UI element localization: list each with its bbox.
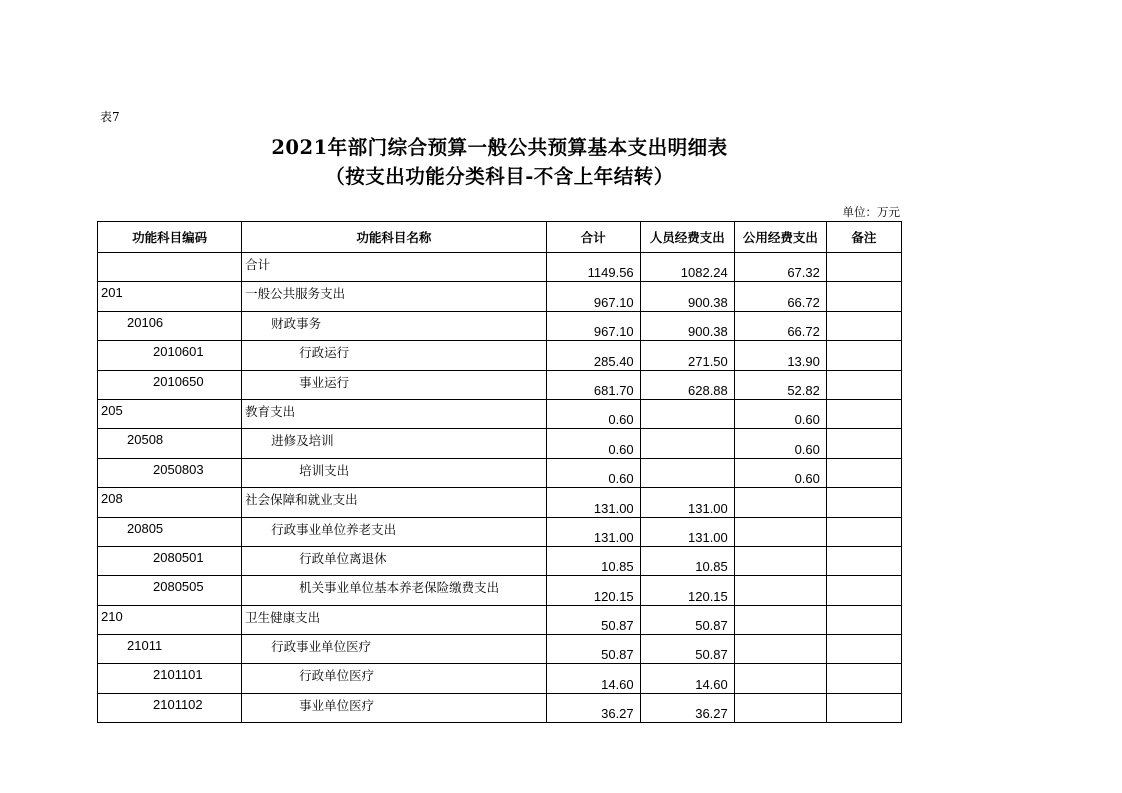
total-cell: 131.00 <box>546 517 640 546</box>
total-cell: 50.87 <box>546 635 640 664</box>
remark-cell <box>826 635 901 664</box>
remark-cell <box>826 311 901 340</box>
personnel-cell: 50.87 <box>640 605 734 634</box>
code-cell: 2010601 <box>98 341 242 370</box>
remark-cell <box>826 458 901 487</box>
table-row <box>98 429 902 458</box>
name-cell: 教育支出 <box>242 399 546 428</box>
document-subtitle: （按支出功能分类科目-不含上年结转） <box>325 165 674 188</box>
total-cell: 36.27 <box>546 693 640 722</box>
name-cell: 培训支出 <box>242 458 546 487</box>
header-personnel: 人员经费支出 <box>640 222 734 253</box>
table-row <box>98 546 902 575</box>
document-title: 2021年部门综合预算一般公共预算基本支出明细表 <box>271 136 728 159</box>
header-row <box>98 222 902 253</box>
expenditure-table <box>97 221 902 723</box>
total-cell: 285.40 <box>546 341 640 370</box>
total-cell: 967.10 <box>546 282 640 311</box>
personnel-cell: 131.00 <box>640 488 734 517</box>
remark-cell <box>826 488 901 517</box>
code-cell: 2050803 <box>98 458 242 487</box>
name-cell: 事业运行 <box>242 370 546 399</box>
total-cell: 120.15 <box>546 576 640 605</box>
header-public: 公用经费支出 <box>734 222 826 253</box>
name-cell: 合计 <box>242 253 546 282</box>
personnel-cell: 900.38 <box>640 311 734 340</box>
header-remark: 备注 <box>826 222 901 253</box>
code-cell: 21011 <box>98 635 242 664</box>
total-cell: 967.10 <box>546 311 640 340</box>
table-number: 表7 <box>100 110 120 124</box>
public-cell <box>734 546 826 575</box>
code-cell: 20106 <box>98 311 242 340</box>
remark-cell <box>826 546 901 575</box>
personnel-cell: 131.00 <box>640 517 734 546</box>
public-cell <box>734 693 826 722</box>
name-cell: 行政事业单位医疗 <box>242 635 546 664</box>
personnel-cell: 36.27 <box>640 693 734 722</box>
public-cell <box>734 605 826 634</box>
code-cell: 2010650 <box>98 370 242 399</box>
table-row <box>98 605 902 634</box>
public-cell: 52.82 <box>734 370 826 399</box>
remark-cell <box>826 253 901 282</box>
remark-cell <box>826 517 901 546</box>
personnel-cell <box>640 458 734 487</box>
remark-cell <box>826 370 901 399</box>
name-cell: 社会保障和就业支出 <box>242 488 546 517</box>
public-cell: 66.72 <box>734 282 826 311</box>
total-cell: 14.60 <box>546 664 640 693</box>
public-cell: 0.60 <box>734 399 826 428</box>
code-cell: 2101102 <box>98 693 242 722</box>
code-cell: 205 <box>98 399 242 428</box>
total-cell: 681.70 <box>546 370 640 399</box>
header-code: 功能科目编码 <box>98 222 242 253</box>
code-cell: 2080501 <box>98 546 242 575</box>
personnel-cell: 50.87 <box>640 635 734 664</box>
table-row <box>98 458 902 487</box>
public-cell: 67.32 <box>734 253 826 282</box>
name-cell: 一般公共服务支出 <box>242 282 546 311</box>
code-cell: 2101101 <box>98 664 242 693</box>
remark-cell <box>826 605 901 634</box>
remark-cell <box>826 576 901 605</box>
table-row <box>98 370 902 399</box>
table-body <box>98 253 902 723</box>
public-cell <box>734 576 826 605</box>
table-row <box>98 488 902 517</box>
name-cell: 财政事务 <box>242 311 546 340</box>
remark-cell <box>826 399 901 428</box>
remark-cell <box>826 341 901 370</box>
table-row <box>98 664 902 693</box>
code-cell: 201 <box>98 282 242 311</box>
personnel-cell: 1082.24 <box>640 253 734 282</box>
total-cell: 10.85 <box>546 546 640 575</box>
table-row <box>98 517 902 546</box>
public-cell: 0.60 <box>734 429 826 458</box>
table-row <box>98 576 902 605</box>
personnel-cell: 628.88 <box>640 370 734 399</box>
total-cell: 50.87 <box>546 605 640 634</box>
name-cell: 行政单位医疗 <box>242 664 546 693</box>
table-row <box>98 635 902 664</box>
name-cell: 机关事业单位基本养老保险缴费支出 <box>242 576 546 605</box>
personnel-cell <box>640 429 734 458</box>
remark-cell <box>826 664 901 693</box>
public-cell: 0.60 <box>734 458 826 487</box>
total-cell: 0.60 <box>546 429 640 458</box>
table-row <box>98 282 902 311</box>
personnel-cell <box>640 399 734 428</box>
table-row <box>98 311 902 340</box>
remark-cell <box>826 693 901 722</box>
name-cell: 进修及培训 <box>242 429 546 458</box>
public-cell <box>734 488 826 517</box>
code-cell: 208 <box>98 488 242 517</box>
total-cell: 0.60 <box>546 458 640 487</box>
table-row <box>98 341 902 370</box>
code-cell <box>98 253 242 282</box>
name-cell: 行政单位离退休 <box>242 546 546 575</box>
public-cell: 66.72 <box>734 311 826 340</box>
public-cell <box>734 635 826 664</box>
remark-cell <box>826 282 901 311</box>
header-name: 功能科目名称 <box>242 222 546 253</box>
personnel-cell: 900.38 <box>640 282 734 311</box>
personnel-cell: 10.85 <box>640 546 734 575</box>
personnel-cell: 14.60 <box>640 664 734 693</box>
code-cell: 20508 <box>98 429 242 458</box>
personnel-cell: 120.15 <box>640 576 734 605</box>
unit-label: 单位：万元 <box>842 205 900 219</box>
public-cell <box>734 664 826 693</box>
personnel-cell: 271.50 <box>640 341 734 370</box>
name-cell: 事业单位医疗 <box>242 693 546 722</box>
public-cell <box>734 517 826 546</box>
table-row <box>98 693 902 722</box>
code-cell: 2080505 <box>98 576 242 605</box>
table-row <box>98 399 902 428</box>
total-cell: 0.60 <box>546 399 640 428</box>
name-cell: 卫生健康支出 <box>242 605 546 634</box>
name-cell: 行政事业单位养老支出 <box>242 517 546 546</box>
name-cell: 行政运行 <box>242 341 546 370</box>
code-cell: 210 <box>98 605 242 634</box>
code-cell: 20805 <box>98 517 242 546</box>
total-cell: 131.00 <box>546 488 640 517</box>
table-row <box>98 253 902 282</box>
header-total: 合计 <box>546 222 640 253</box>
remark-cell <box>826 429 901 458</box>
total-cell: 1149.56 <box>546 253 640 282</box>
public-cell: 13.90 <box>734 341 826 370</box>
